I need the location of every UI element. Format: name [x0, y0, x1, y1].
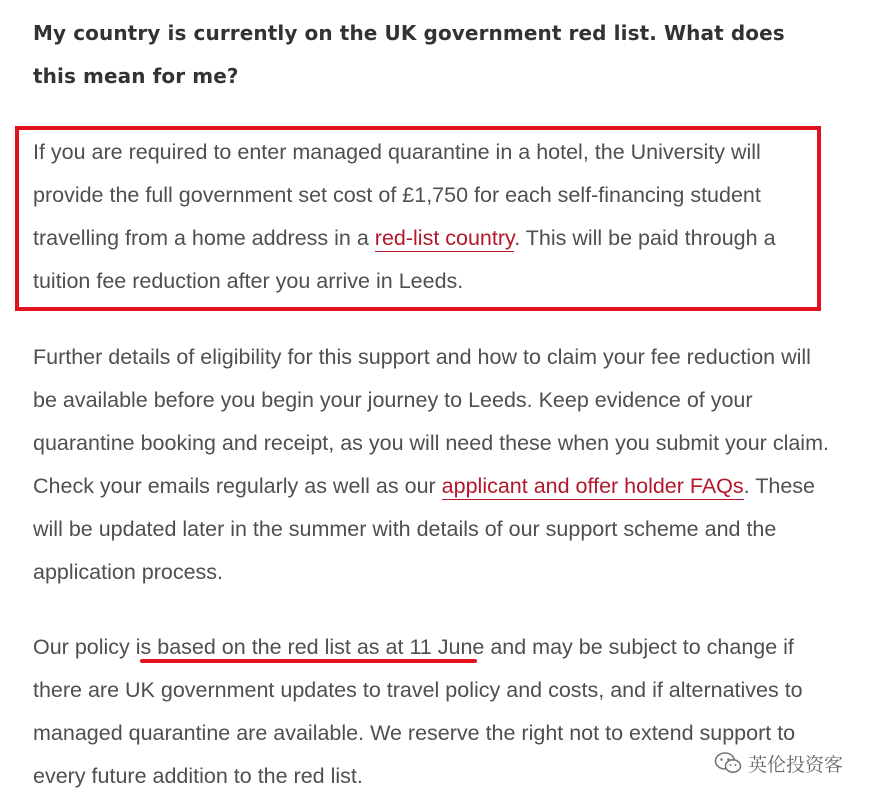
wechat-logo-icon [714, 751, 742, 775]
red-list-country-link[interactable]: red-list country [374, 226, 515, 250]
paragraph-1-text-before: If you are required to enter managed quarantine in a hotel, the University will provide the full government set cost of £1,750 for each self-financing student travelling from a home address in a [33, 140, 761, 250]
watermark [712, 748, 845, 778]
answer-paragraph-3: Our policy is based on the red list as at 11 June and may be subject to change if there are UK government updates to travel policy and costs, and if alternatives to managed quarantine are available. We reserve the right not to extend support to every future addition to the red list. [33, 635, 803, 788]
paragraph-1-text-after: . This will be paid through a tuition fee reduction after you arrive in Leeds. [33, 226, 776, 293]
answer-paragraph-1 [33, 131, 793, 303]
paragraph-2-text-after: . These will be updated later in the summer with details of our support scheme and the application process. [33, 474, 815, 584]
faq-question-heading: My country is currently on the UK government red list. What does this mean for me? [33, 21, 785, 88]
answer-paragraph-2 [33, 336, 833, 594]
applicant-faqs-link[interactable]: applicant and offer holder FAQs [441, 474, 744, 498]
watermark-text: 英伦投资客 [747, 753, 843, 776]
paragraph-2-text-before: Further details of eligibility for this support and how to claim your fee reduction will be available before you begin your journey to Leeds. Keep evidence of your quarantine booking and receipt, as you will need these when you submit your claim. Check your emails regularly as well as our [33, 345, 829, 498]
red-underline-annotation [140, 659, 477, 663]
